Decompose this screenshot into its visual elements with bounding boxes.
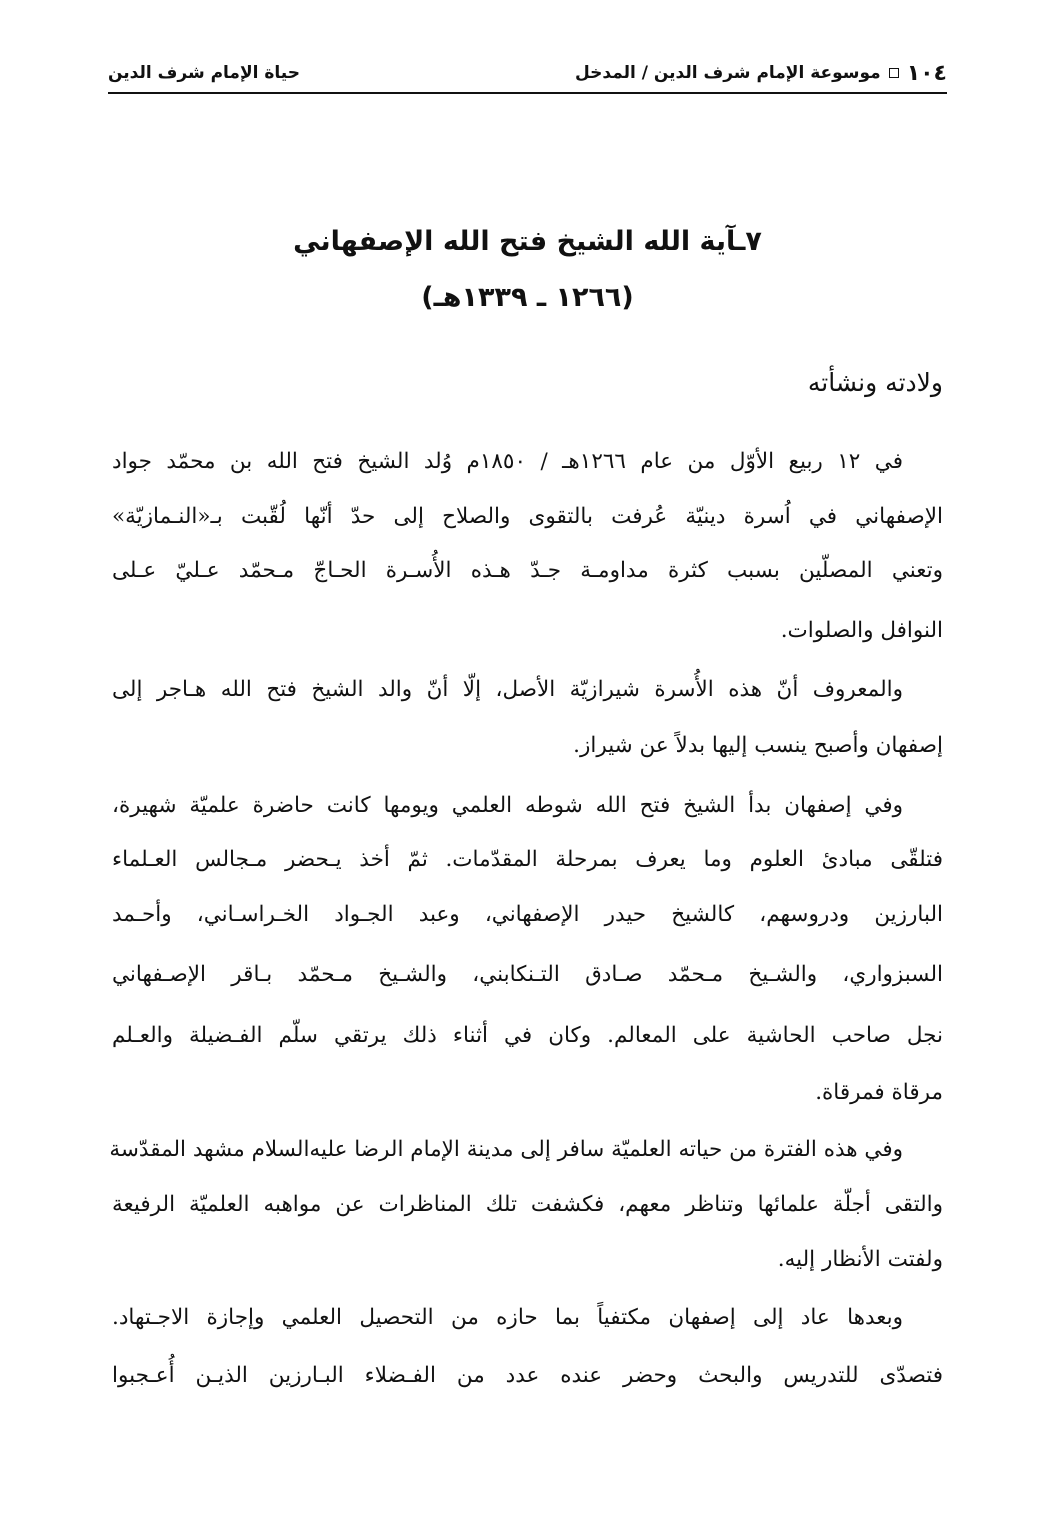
chapter-title: ٧ـآية الله الشيخ فتح الله الإصفهاني [293, 226, 762, 257]
text-line: والمعروف أنّ هذه الأُسرة شيرازيّة الأصل، إلّا أنّ والد الشيخ فتح الله هـاجر إلى [112, 677, 903, 702]
section-title: حياة الإمام شرف الدين [108, 63, 300, 83]
text-line: إصفهان وأصبح ينسب إليها بدلاً عن شيراز. [573, 733, 943, 758]
text-line: البارزين ودروسهم، كالشيخ حيدر الإصفهاني، وعبد الجـواد الخـراسـاني، وأحـمد [112, 902, 943, 927]
section-heading: ولادته ونشأته [807, 368, 943, 397]
text-line: الإصفهاني في اُسرة دينيّة عُرفت بالتقوى والصلاح إلى حدّ أنّها لُقّبت بـ«النـمازيّة» [112, 504, 943, 529]
page-number: ١٠٤ [906, 60, 947, 86]
text-line: والتقى أجلّة علمائها وتناظر معهم، فكشفت تلك المناظرات عن مواهبه العلميّة الرفيعة [112, 1192, 943, 1217]
text-line: في ١٢ ربيع الأوّل من عام ١٢٦٦هـ / ١٨٥٠م وُلد الشيخ فتح الله بن محمّد جواد [112, 449, 903, 474]
text-line: فتلقّى مبادئ العلوم وما يعرف بمرحلة المقدّمات. ثمّ أخذ يـحضر مـجالس العـلماء [112, 847, 943, 872]
chapter-dates: (١٢٦٦ ـ ١٣٣٩هـ) [421, 282, 634, 313]
text-line: نجل صاحب الحاشية على المعالم. وكان في أثناء ذلك يرتقي سلّم الفـضيلة والعـلم [112, 1023, 943, 1048]
text-line: النوافل والصلوات. [780, 618, 943, 643]
text-line: وفي هذه الفترة من حياته العلميّة سافر إلى مدينة الإمام الرضا عليه‌السلام مشهد المقدّسة [109, 1137, 903, 1162]
text-line: السبزواري، والشـيخ مـحمّد صـادق التـنكابني، والشـيخ مـحمّد بـاقر الإصـفهاني [112, 962, 943, 987]
text-line: فتصدّى للتدريس والبحث وحضر عنده عدد من الفـضلاء البـارزين الذيـن أُعـجبوا [112, 1363, 943, 1388]
text-line: مرقاة فمرقاة. [815, 1080, 943, 1105]
book-title: موسوعة الإمام شرف الدين / المدخل [574, 63, 881, 83]
text-line: ولفتت الأنظار إليه. [777, 1247, 943, 1272]
text-line: وبعدها عاد إلى إصفهان مكتفياً بما حازه من التحصيل العلمي وإجازة الاجـتهاد. [112, 1305, 903, 1330]
text-line: وتعني المصلّين بسبب كثرة مداومـة جـدّ هـذه الأُسـرة الحـاجّ مـحمّد عـليّ عـلى [112, 558, 943, 583]
text-line: وفي إصفهان بدأ الشيخ فتح الله شوطه العلمي ويومها كانت حاضرة علميّة شهيرة، [112, 793, 903, 818]
